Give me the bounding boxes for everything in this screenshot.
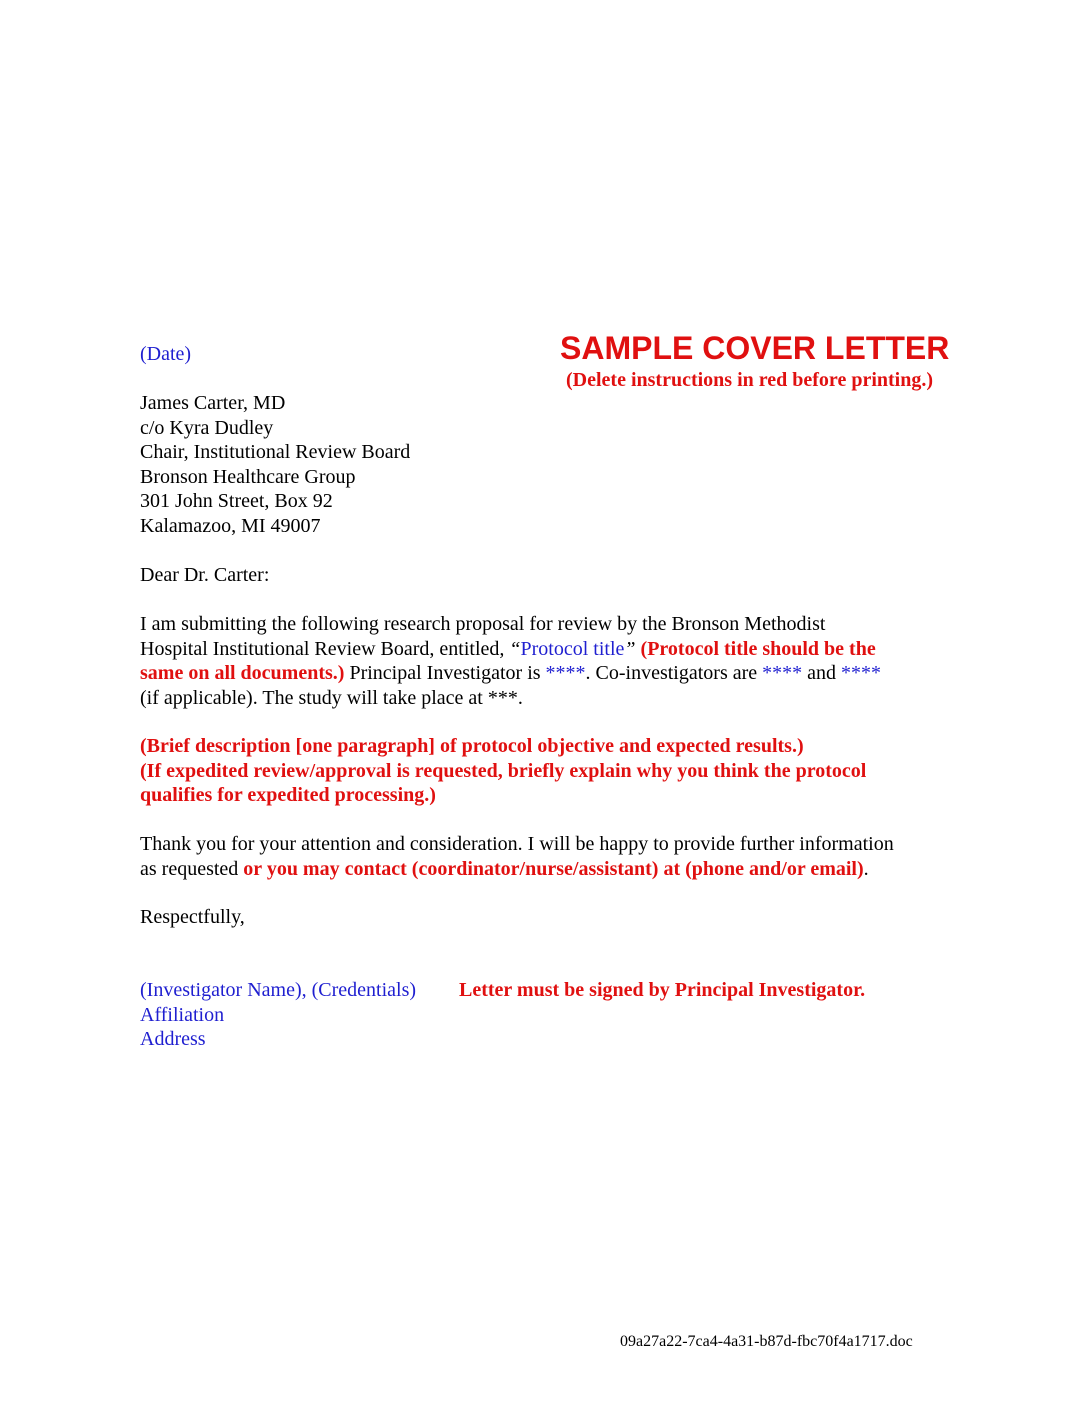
recipient-position: Chair, Institutional Review Board: [140, 441, 411, 463]
instruction-line: qualifies for expedited processing.): [140, 784, 436, 806]
letter-title: SAMPLE COVER LETTER: [560, 330, 950, 366]
body-paragraph-3: [140, 832, 894, 881]
title-instruction: (Delete instructions in red before printing.): [566, 369, 934, 391]
pi-placeholder: ****: [545, 662, 586, 684]
description-instructions: [140, 734, 866, 808]
quote-open: “: [509, 637, 521, 660]
body-paragraph-1: [140, 612, 881, 710]
paragraph-line: [140, 857, 894, 882]
paragraph-text: .: [863, 857, 869, 880]
paragraph-text: and: [802, 662, 842, 684]
quote-close: ”: [624, 637, 636, 660]
recipient-street: 301 John Street, Box 92: [140, 490, 333, 512]
paragraph-text: as requested: [140, 857, 244, 880]
recipient-name: James Carter, MD: [140, 392, 286, 414]
paragraph-text: Hospital Institutional Review Board, entitled: [140, 637, 500, 660]
signature-block: [140, 978, 416, 1052]
co-investigator-placeholder: ****: [841, 662, 882, 684]
protocol-title-instruction: (Protocol title should be the: [635, 637, 876, 660]
instruction-line: (If expedited review/approval is requested, briefly explain why you think the protocol: [140, 759, 867, 782]
paragraph-text: ,: [499, 637, 510, 660]
recipient-address: [140, 391, 410, 538]
investigator-name-placeholder: (Investigator Name), (Credentials): [140, 979, 417, 1001]
date-placeholder: (Date): [140, 343, 192, 365]
paragraph-line: Thank you for your attention and consideration. I will be happy to provide further information: [140, 833, 894, 855]
recipient-organization: Bronson Healthcare Group: [140, 465, 356, 488]
paragraph-text: . Co-investigators are: [585, 662, 763, 684]
paragraph-line: [140, 637, 881, 662]
closing: Respectfully,: [140, 906, 245, 928]
salutation: Dear Dr. Carter:: [140, 564, 270, 586]
recipient-city: Kalamazoo, MI 49007: [140, 514, 321, 537]
co-investigator-placeholder: ****: [762, 662, 803, 684]
affiliation-placeholder: Affiliation: [140, 1003, 225, 1026]
paragraph-text: Principal Investigator is: [344, 662, 546, 684]
address-placeholder: Address: [140, 1028, 206, 1050]
paragraph-line: I am submitting the following research proposal for review by the Bronson Methodist: [140, 613, 826, 635]
paragraph-line: [140, 661, 881, 686]
paragraph-line: (if applicable). The study will take place at ***.: [140, 686, 523, 709]
recipient-care-of: c/o Kyra Dudley: [140, 416, 274, 439]
document-filename: 09a27a22-7ca4-4a31-b87d-fbc70f4a1717.doc: [620, 1333, 913, 1350]
contact-instruction: or you may contact (coordinator/nurse/assistant) at (phone and/or email): [243, 857, 864, 880]
protocol-title-instruction-cont: same on all documents.): [140, 662, 345, 684]
instruction-line: (Brief description [one paragraph] of protocol objective and expected results.): [140, 735, 804, 757]
signature-instruction: Letter must be signed by Principal Investigator.: [459, 979, 866, 1001]
protocol-title-placeholder: Protocol title: [520, 637, 625, 660]
